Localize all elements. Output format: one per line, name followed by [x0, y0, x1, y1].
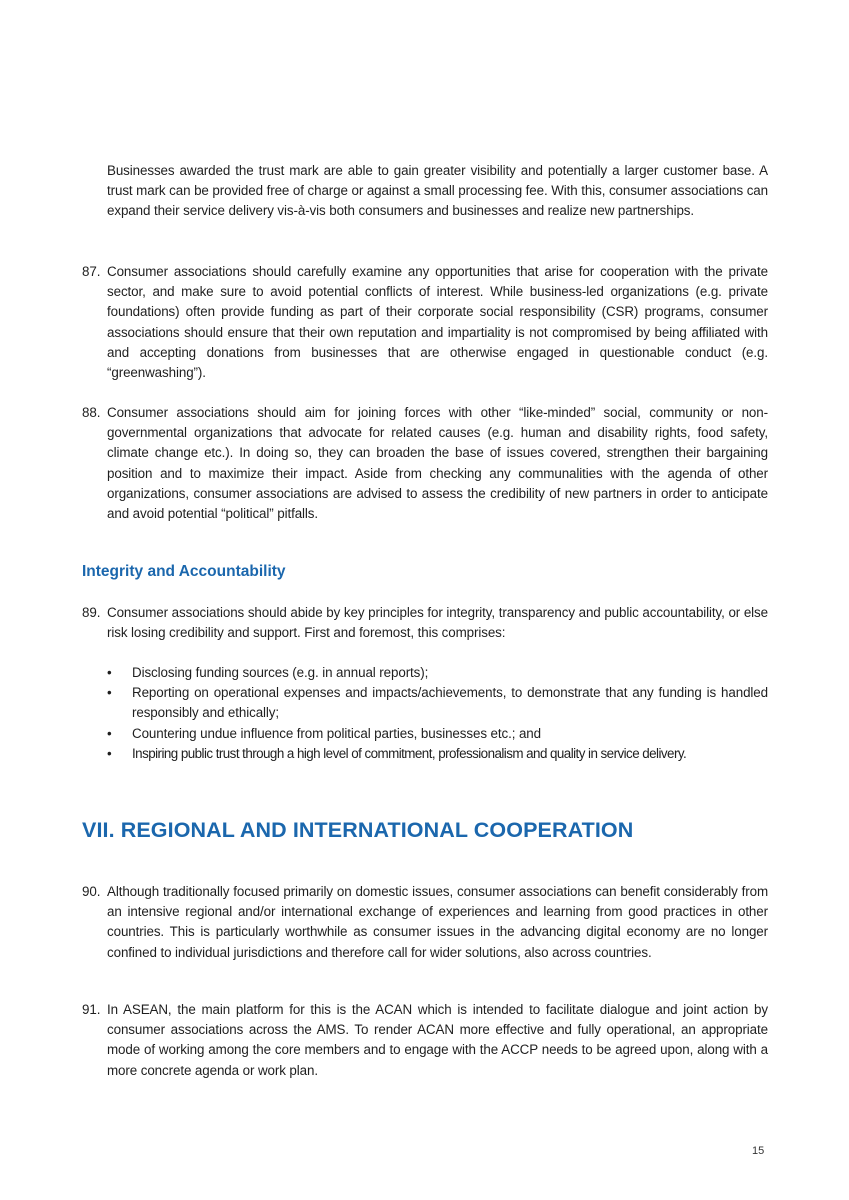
list-item [107, 724, 768, 744]
list-item [107, 683, 768, 723]
paragraph-text: Consumer associations should abide by key principles for integrity, transparency and public accountability, or else risk losing credibility and support. First and foremost, this comprises: [107, 605, 768, 641]
paragraph-number: 90. [82, 884, 101, 899]
paragraph-88 [82, 403, 768, 524]
page-number: 15 [752, 1145, 765, 1157]
paragraph-90 [82, 882, 768, 963]
paragraph-number: 87. [82, 264, 101, 279]
list-item-text: Disclosing funding sources (e.g. in annual reports); [132, 665, 429, 680]
section-heading-vii: VII. REGIONAL AND INTERNATIONAL COOPERATION [82, 818, 634, 842]
paragraph-number: 88. [82, 405, 101, 420]
paragraph-91 [82, 1000, 768, 1081]
paragraph-text: In ASEAN, the main platform for this is the ACAN which is intended to facilitate dialogue and joint action by consumer associations across the AMS. To render ACAN more effective and fully operational, an appropriate mode of working among the core members and to engage with the ACCP needs to be agreed upon, along with a more concrete agenda or work plan. [107, 1002, 768, 1078]
bullet-icon: • [107, 745, 112, 761]
paragraph-87 [82, 262, 768, 383]
list-item-text: Countering undue influence from political parties, businesses etc.; and [132, 725, 541, 741]
list-item [107, 663, 768, 683]
paragraph-text: Although traditionally focused primarily on domestic issues, consumer associations can benefit considerably from an intensive regional and/or international exchange of experiences and learning from good practices in other countries. This is particularly worthwhile as consumer issues in the advancing digital economy are no longer confined to individual jurisdictions and therefore call for wider solutions, also across countries. [107, 884, 768, 960]
bullet-icon: • [107, 665, 112, 680]
bullet-list [107, 663, 768, 764]
list-item-text: Reporting on operational expenses and impacts/achievements, to demonstrate that any funding is handled responsibly and ethically; [132, 685, 768, 721]
list-item-text: Inspiring public trust through a high level of commitment, professionalism and quality in service delivery. [132, 745, 687, 761]
paragraph-number: 91. [82, 1002, 101, 1017]
bullet-icon: • [107, 685, 112, 701]
paragraph-89 [82, 603, 768, 643]
paragraph-text: Consumer associations should aim for joining forces with other “like-minded” social, community or non-governmental organizations that advocate for related causes (e.g. human and disability rights, food safety, climate change etc.). In doing so, they can broaden the base of issues covered, strengthen their bargaining position and to maximize their impact. Aside from checking any communalities with the agenda of other organizations, consumer associations are advised to assess the credibility of new partners in order to anticipate and avoid potential “political” pitfalls. [107, 405, 768, 522]
paragraph-86-continuation: Businesses awarded the trust mark are able to gain greater visibility and potentially a larger customer base. A trust mark can be provided free of charge or against a small processing fee. With this, consumer associations can expand their service delivery vis-à-vis both consumers and businesses and realize new partnerships. [107, 163, 768, 219]
bullet-icon: • [107, 725, 112, 741]
paragraph-text: Consumer associations should carefully examine any opportunities that arise for cooperation with the private sector, and make sure to avoid potential conflicts of interest. While business-led organizations (e.g. private foundations) often provide funding as part of their corporate social responsibility (CSR) programs, consumer associations should ensure that their own reputation and impartiality is not compromised by being affiliated with and accepting donations from businesses that are otherwise engaged in questionable conduct (e.g. “greenwashing”). [107, 264, 768, 381]
list-item [107, 744, 768, 764]
paragraph-number: 89. [82, 605, 101, 620]
subheading-integrity-accountability: Integrity and Accountability [82, 563, 286, 580]
